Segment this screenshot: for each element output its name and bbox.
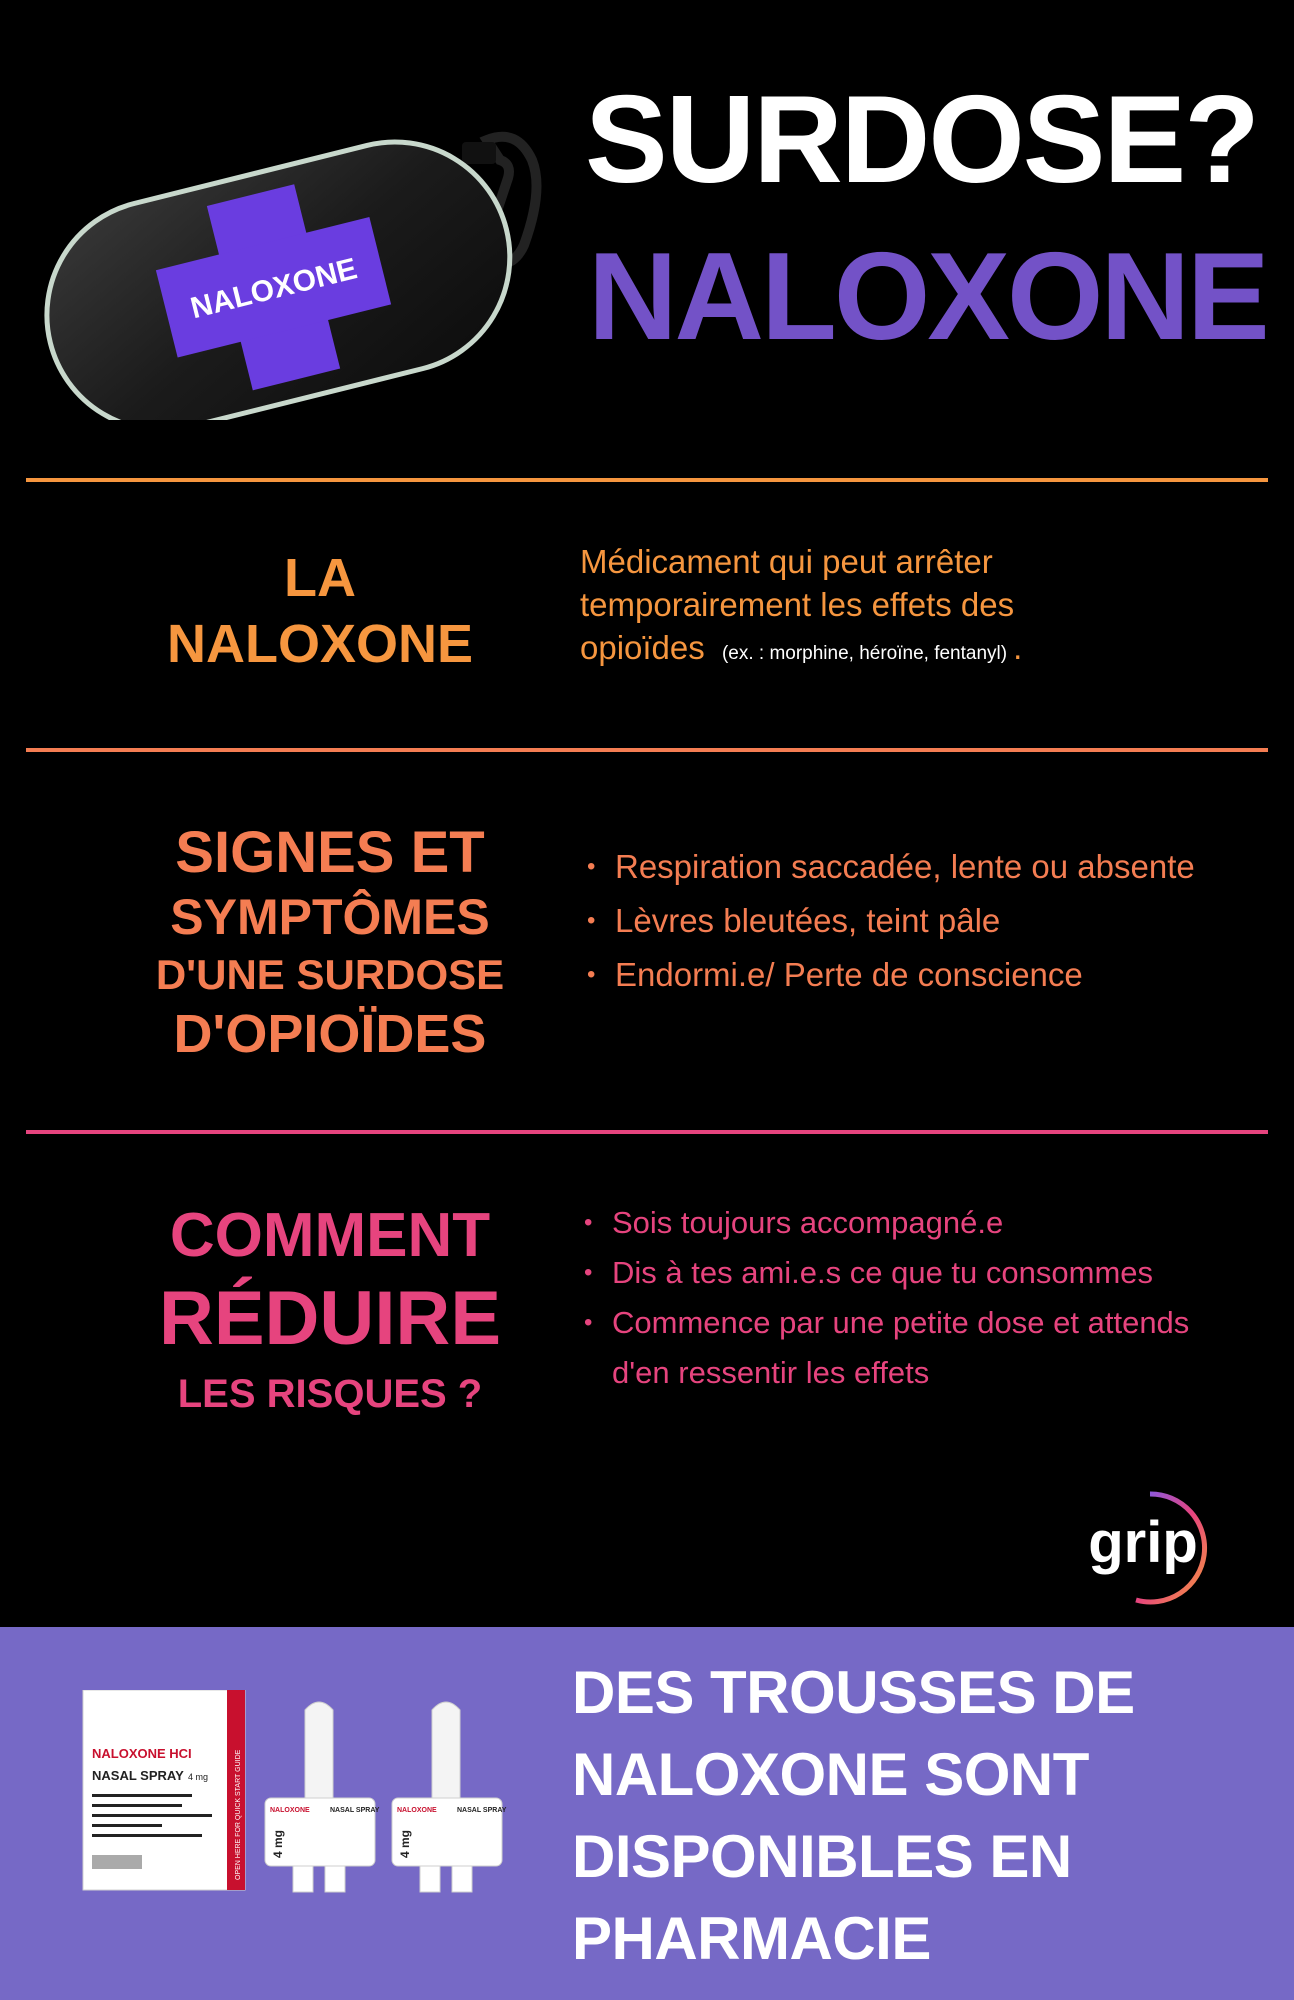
box-line-d [92, 1824, 162, 1827]
case-label: NALOXONE [187, 252, 361, 326]
spray2-dose: 4 mg [398, 1829, 412, 1858]
signs-heading-line1: SIGNES ET [175, 820, 485, 885]
naloxone-desc-examples: (ex. : morphine, héroïne, fentanyl) [721, 643, 1008, 664]
spray2-type: NASAL SPRAY [457, 1807, 507, 1814]
title-surdose: SURDOSE? [585, 71, 1258, 209]
signs-list [583, 840, 1223, 1002]
reduce-list [580, 1198, 1220, 1398]
nasal-spray-2 [392, 1702, 507, 1892]
reduce-heading [110, 1198, 550, 1424]
signs-heading [100, 820, 560, 1066]
signs-item-lips: • Lèvres bleutées, teint pâle [583, 894, 1223, 948]
pharmacy-line3: DISPONIBLES EN [572, 1823, 1072, 1890]
naloxone-desc-opioids: opioïdes [580, 629, 705, 666]
nasal-spray-1 [265, 1702, 380, 1892]
pharmacy-message [572, 1652, 1272, 1980]
box-grey-block [92, 1855, 142, 1869]
signs-heading-line3: D'UNE SURDOSE [155, 951, 505, 998]
box-line-c [92, 1814, 212, 1817]
box-dose: 4 mg [188, 1772, 209, 1782]
spray1-dose: 4 mg [271, 1829, 285, 1858]
naloxone-desc-period: . [1013, 629, 1023, 666]
reduce-heading-line2: RÉDUIRE [158, 1276, 502, 1361]
naloxone-desc-line3 [580, 626, 1270, 675]
spray2-brand: NALOXONE [397, 1807, 437, 1814]
reduce-item-accompanied: • Sois toujours accompagné.e [580, 1198, 1220, 1248]
reduce-item-small-dose: • Commence par une petite dose et attends d'en ressentir les effets [580, 1298, 1220, 1398]
box-line1: NALOXONE HCI [92, 1746, 192, 1761]
pharmacy-line2: NALOXONE SONT [572, 1741, 1089, 1808]
naloxone-heading [100, 545, 540, 677]
spray1-type: NASAL SPRAY [330, 1807, 380, 1814]
grip-logo [1080, 1488, 1230, 1608]
reduce-item-tell-friends: • Dis à tes ami.e.s ce que tu consommes [580, 1248, 1220, 1298]
title-naloxone: NALOXONE [588, 228, 1267, 366]
signs-item-breathing: • Respiration saccadée, lente ou absente [583, 840, 1223, 894]
carabiner-strap [462, 142, 496, 164]
signs-heading-line4: D'OPIOÏDES [173, 1004, 487, 1064]
box-line-a [92, 1794, 192, 1797]
naloxone-description [580, 540, 1270, 675]
reduce-heading-line3: LES RISQUES ? [177, 1372, 483, 1416]
naloxone-desc-line2: temporairement les effets des [580, 586, 1015, 623]
naloxone-kit-case-image [22, 100, 562, 420]
grip-logo-text: grip [1088, 1510, 1198, 1575]
naloxone-heading-line1: LA [284, 548, 356, 608]
box-line2: NASAL SPRAY [92, 1768, 184, 1783]
signs-item-unconscious: • Endormi.e/ Perte de conscience [583, 948, 1223, 1002]
box-line-e [92, 1834, 202, 1837]
box-side-text: OPEN HERE FOR QUICK START GUIDE [235, 1749, 242, 1880]
divider-orange [26, 478, 1268, 482]
divider-salmon [26, 748, 1268, 752]
naloxone-desc-line1: Médicament qui peut arrêter [580, 543, 993, 580]
pharmacy-line1: DES TROUSSES DE [572, 1659, 1135, 1726]
divider-pink [26, 1130, 1268, 1134]
box-line-b [92, 1804, 182, 1807]
signs-heading-line2: SYMPTÔMES [170, 889, 490, 945]
spray1-brand: NALOXONE [270, 1807, 310, 1814]
pharmacy-line4: PHARMACIE [572, 1905, 931, 1972]
reduce-heading-line1: COMMENT [169, 1201, 491, 1270]
nasal-spray-kit-image [80, 1690, 520, 1900]
naloxone-heading-line2: NALOXONE [166, 614, 474, 674]
